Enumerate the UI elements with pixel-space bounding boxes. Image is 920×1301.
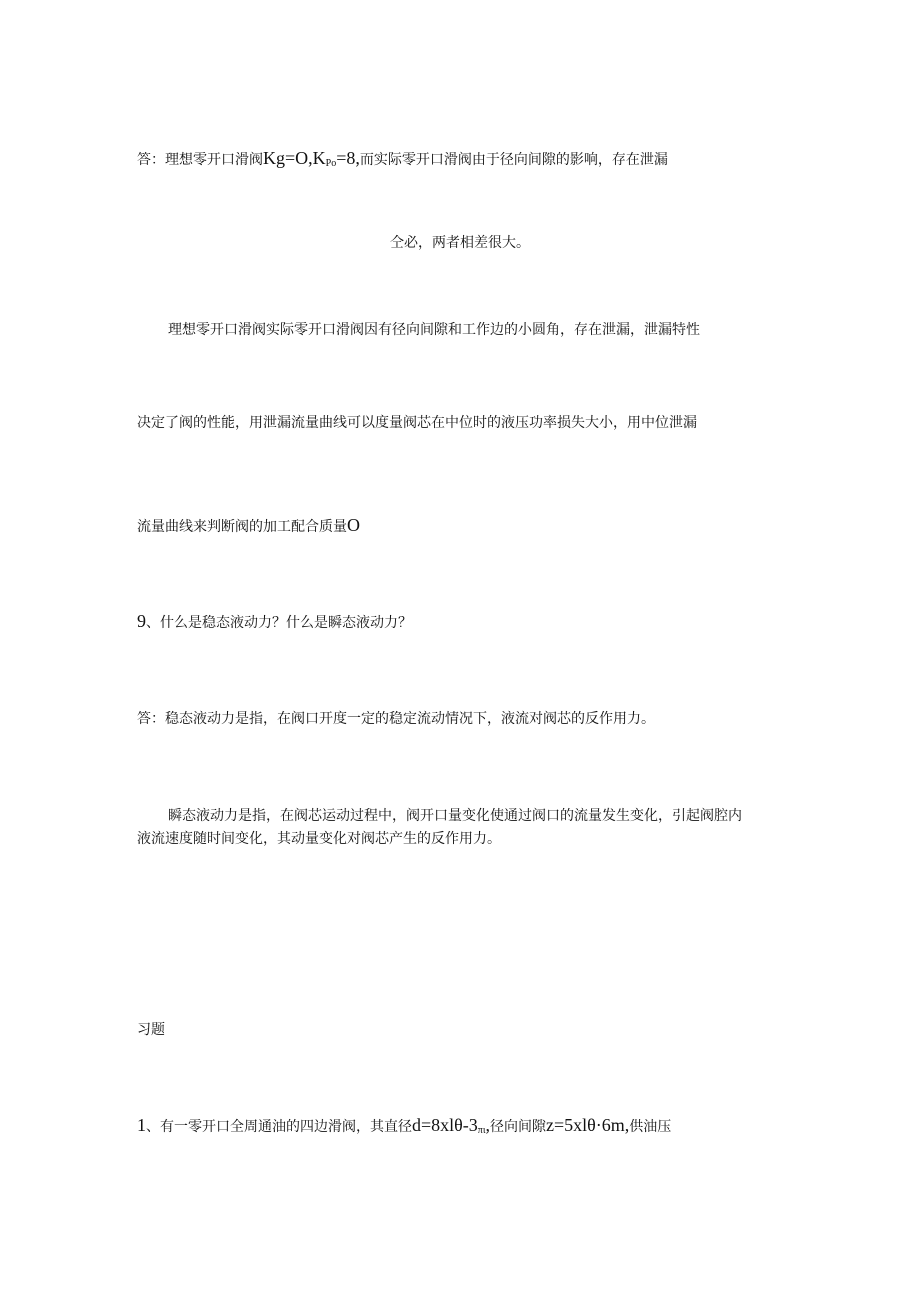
formula-diameter-exp: θ-3 [454,1115,478,1135]
answer-9-line-3 [137,829,501,849]
formula-diameter: d=8xl [412,1115,455,1135]
formula-clearance: z=5xlθ·6m, [546,1115,630,1135]
exercise-number: 1 [137,1115,146,1135]
question-number: 9 [137,611,146,631]
paragraph-line-3-text: 流量曲线来判断阀的加工配合质量 [137,519,347,535]
answer-9-line-2 [168,806,742,826]
answer-prefix: 答：理想零开口滑阀 [137,152,263,168]
formula-kg: Kg=O,K [263,148,326,168]
question-text: 、什么是稳态液动力？什么是瞬态液动力？ [146,615,412,631]
exercise-text-e: 径向间隙 [490,1119,547,1135]
paragraph-line-1-text: 理想零开口滑阀实际零开口滑阀因有径向间隙和工作边的小圆角，存在泄漏，泄漏特性 [168,322,700,338]
answer-line-2-text: 仝必，两者相差很大。 [390,235,530,251]
answer-9-line-1 [137,709,655,729]
formula-kp-value: =8, [336,148,360,168]
paragraph-line-3-end: O [347,515,360,535]
answer-line-1 [137,148,668,174]
answer-9-text-3: 液流速度随时间变化，其动量变化对阀芯产生的反作用力。 [137,831,501,847]
paragraph-line-3 [137,515,360,537]
exercises-heading-text: 习题 [137,1022,165,1038]
answer-9-text-1: 答：稳态液动力是指，在阀口开度一定的稳定流动情况下，液流对阀芯的反作用力。 [137,711,655,727]
formula-comma: , [485,1115,491,1135]
formula-subscript: Po [325,158,337,169]
exercise-text-g: 供油压 [629,1119,672,1135]
question-9 [137,611,412,633]
paragraph-line-2 [137,413,697,433]
paragraph-line-2-text: 决定了阀的性能，用泄漏流量曲线可以度量阀芯在中位时的液压功率损失大小，用中位泄漏 [137,415,697,431]
answer-suffix: 而实际零开口滑阀由于径向间隙的影响，存在泄漏 [359,152,668,168]
answer-line-2 [0,233,920,253]
exercises-heading [137,1020,165,1040]
answer-9-text-2: 瞬态液动力是指，在阀芯运动过程中，阀开口量变化使通过阀口的流量发生变化，引起阀腔内 [168,808,742,824]
exercise-1 [137,1115,671,1141]
paragraph-line-1 [168,320,700,340]
exercise-text-a: 、有一零开口全周通油的四边滑阀，其直径 [146,1119,412,1135]
formula-diameter-sub: πι [477,1125,486,1136]
